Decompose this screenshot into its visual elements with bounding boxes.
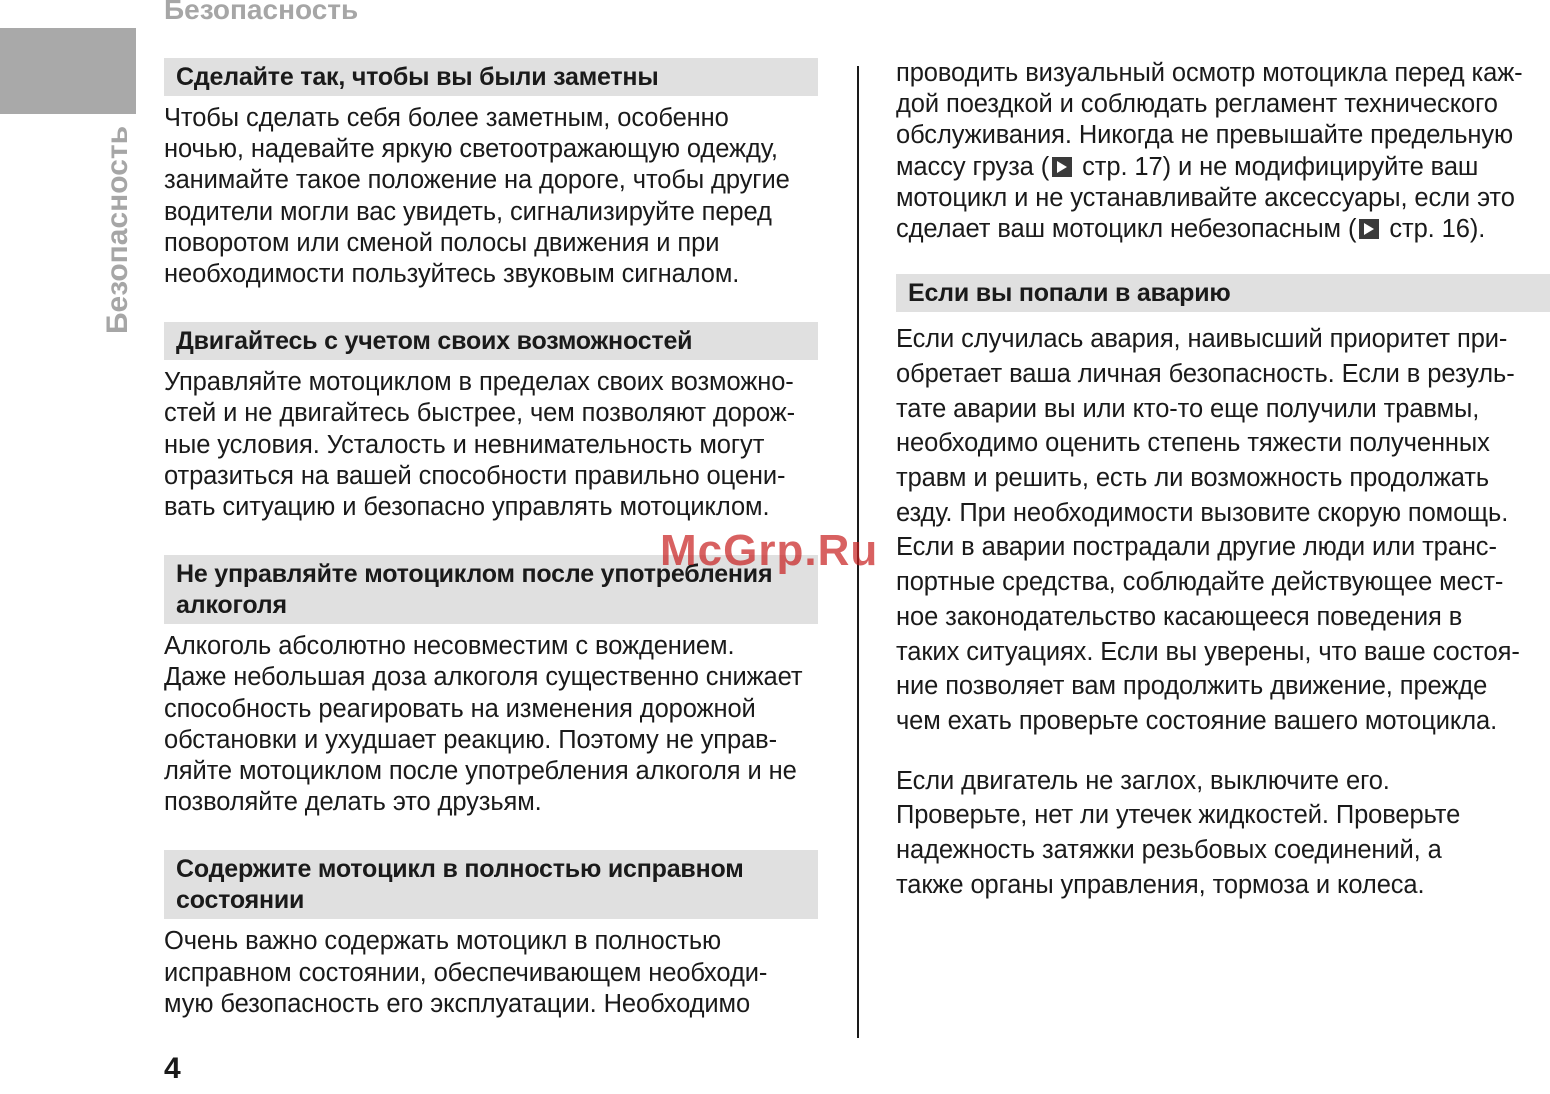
continuation-text-3: ). <box>1469 215 1486 244</box>
accident-text-2: Если двигатель не заглох, выключите его. Проверьте, нет ли утечек жидкостей. Проверьте надежность затяжки резьбовых соединений, а также органы управления, тормоза и колеса. <box>896 766 1461 899</box>
page-reference-17: стр. 17 <box>1082 152 1163 181</box>
section-text: Очень важно содержать мотоцикл в полностью исправном состоянии, обеспечивающем необходи- мую безопасность его эксплуатации. Необходимо <box>164 927 768 1018</box>
section-maintenance <box>164 850 818 1020</box>
page-header-title: Безопасность <box>164 0 359 25</box>
page-reference-16: стр. 16 <box>1389 215 1470 244</box>
page-number: 4 <box>164 1052 181 1085</box>
side-section-label: Безопасность <box>101 125 134 335</box>
section-heading: Не управляйте мотоциклом после употребления алкоголя <box>164 555 818 624</box>
section-visibility <box>164 58 818 290</box>
section-text: Чтобы сделать себя более заметным, особенно ночью, надевайте яркую светоотражающую одежду, занимайте такое положение на дороге, чтобы другие водители могли вас увидеть, сигнализируйте перед поворотом или сменой полосы движения и при необходимости пользуйтесь звуковым сигналом. <box>164 104 790 289</box>
maintenance-continuation <box>896 58 1550 245</box>
section-heading: Содержите мотоцикл в полностью исправном состоянии <box>164 850 818 919</box>
section-heading: Двигайтесь с учетом своих возможностей <box>164 322 818 360</box>
section-alcohol <box>164 555 818 818</box>
continuation-text-1: проводить визуальный осмотр мотоцикла перед каж- дой поездкой и соблюдать регламент технического обслуживания. Никогда не превышайте предельную массу груза ( <box>896 59 1523 181</box>
continuation-text-2: ) и не модифицируйте ваш мотоцикл и не устанавливайте аксессуары, если это сделает ваш мотоцикл небезопасным ( <box>896 152 1515 244</box>
page-reference-arrow-icon <box>1052 157 1072 177</box>
section-heading-accident: Если вы попали в аварию <box>896 274 1550 312</box>
page-reference-arrow-icon <box>1359 219 1379 239</box>
right-column <box>896 58 1550 902</box>
section-tab-block <box>0 28 136 114</box>
section-abilities <box>164 322 818 523</box>
section-text: Алкоголь абсолютно несовместим с вождением. Даже небольшая доза алкоголя существенно снижает способность реагировать на изменения дорожной обстановки и ухудшает реакцию. Поэтому не управ- ляйте мотоциклом после употребления алкоголя и не позволяйте делать это друзьям. <box>164 632 803 817</box>
watermark-text: McGrp.Ru <box>660 526 879 575</box>
accident-text-1: Если случилась авария, наивысший приоритет при- обретает ваша личная безопасность. Если в резуль- тате аварии вы или кто-то еще получили травмы, необходимо оценить степень тяжести полученных травм и решить, есть ли возможность продолжать езду. При необходимости вызовите скорую помощь. Если в аварии пострадали другие люди или транс- портные средства, соблюдайте действующее мест- ное законодательство касающееся поведения в таких ситуациях. Если вы уверены, что ваше состоя- ние позволяет вам продолжить движение, прежде чем ехать проверьте состояние вашего мотоцикла. <box>896 325 1520 735</box>
section-heading: Сделайте так, чтобы вы были заметны <box>164 58 818 96</box>
section-text: Управляйте мотоциклом в пределах своих возможно- стей и не двигайтесь быстрее, чем позволяют дорож- ные условия. Усталость и невнимательность могут отразиться на вашей способности правильно оцени- вать ситуацию и безопасно управлять мотоциклом. <box>164 368 796 522</box>
